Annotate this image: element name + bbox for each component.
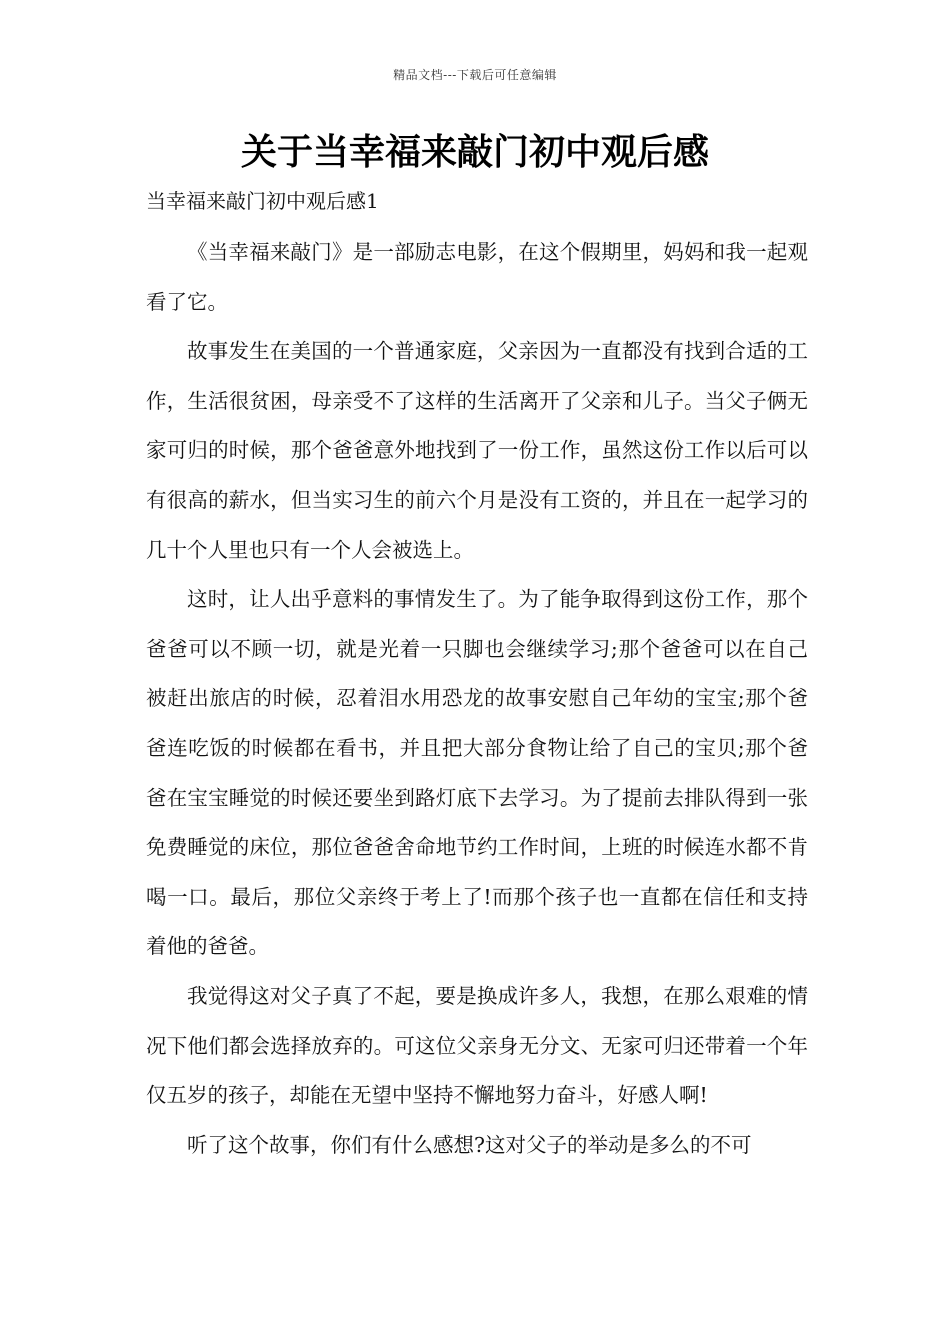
header-note: 精品文档---下载后可任意编辑 bbox=[393, 68, 557, 82]
document-title: 关于当幸福来敲门初中观后感 bbox=[240, 132, 709, 173]
paragraph: 我觉得这对父子真了不起，要是换成许多人，我想，在那么艰难的情况下他们都会选择放弃的。可这位父亲身无分文、无家可归还带着一个年仅五岁的孩子，却能在无望中坚持不懈地努力奋斗，好感人啊! bbox=[146, 983, 808, 1108]
paragraph: 《当幸福来敲门》是一部励志电影，在这个假期里，妈妈和我一起观看了它。 bbox=[146, 240, 808, 314]
paragraph: 这时，让人出乎意料的事情发生了。为了能争取得到这份工作，那个爸爸可以不顾一切，就是光着一只脚也会继续学习;那个爸爸可以在自己被赶出旅店的时候，忍着泪水用恐龙的故事安慰自己年幼的宝宝;那个爸爸连吃饭的时候都在看书，并且把大部分食物让给了自己的宝贝;那个爸爸在宝宝睡觉的时候还要坐到路灯底下去学习。为了提前去排队得到一张免费睡觉的床位，那位爸爸舍命地节约工作时间，上班的时候连水都不肯喝一口。最后，那位父亲终于考上了!而那个孩子也一直都在信任和支持着他的爸爸。 bbox=[146, 587, 808, 959]
paragraph: 听了这个故事，你们有什么感想?这对父子的举动是多么的不可 bbox=[187, 1132, 752, 1157]
document-subtitle: 当幸福来敲门初中观后感1 bbox=[146, 189, 379, 213]
document-body bbox=[146, 228, 808, 1170]
paragraph: 故事发生在美国的一个普通家庭，父亲因为一直都没有找到合适的工作，生活很贫困，母亲受不了这样的生活离开了父亲和儿子。当父子俩无家可归的时候，那个爸爸意外地找到了一份工作，虽然这份工作以后可以有很高的薪水，但当实习生的前六个月是没有工资的，并且在一起学习的几十个人里也只有一个人会被选上。 bbox=[146, 339, 808, 562]
